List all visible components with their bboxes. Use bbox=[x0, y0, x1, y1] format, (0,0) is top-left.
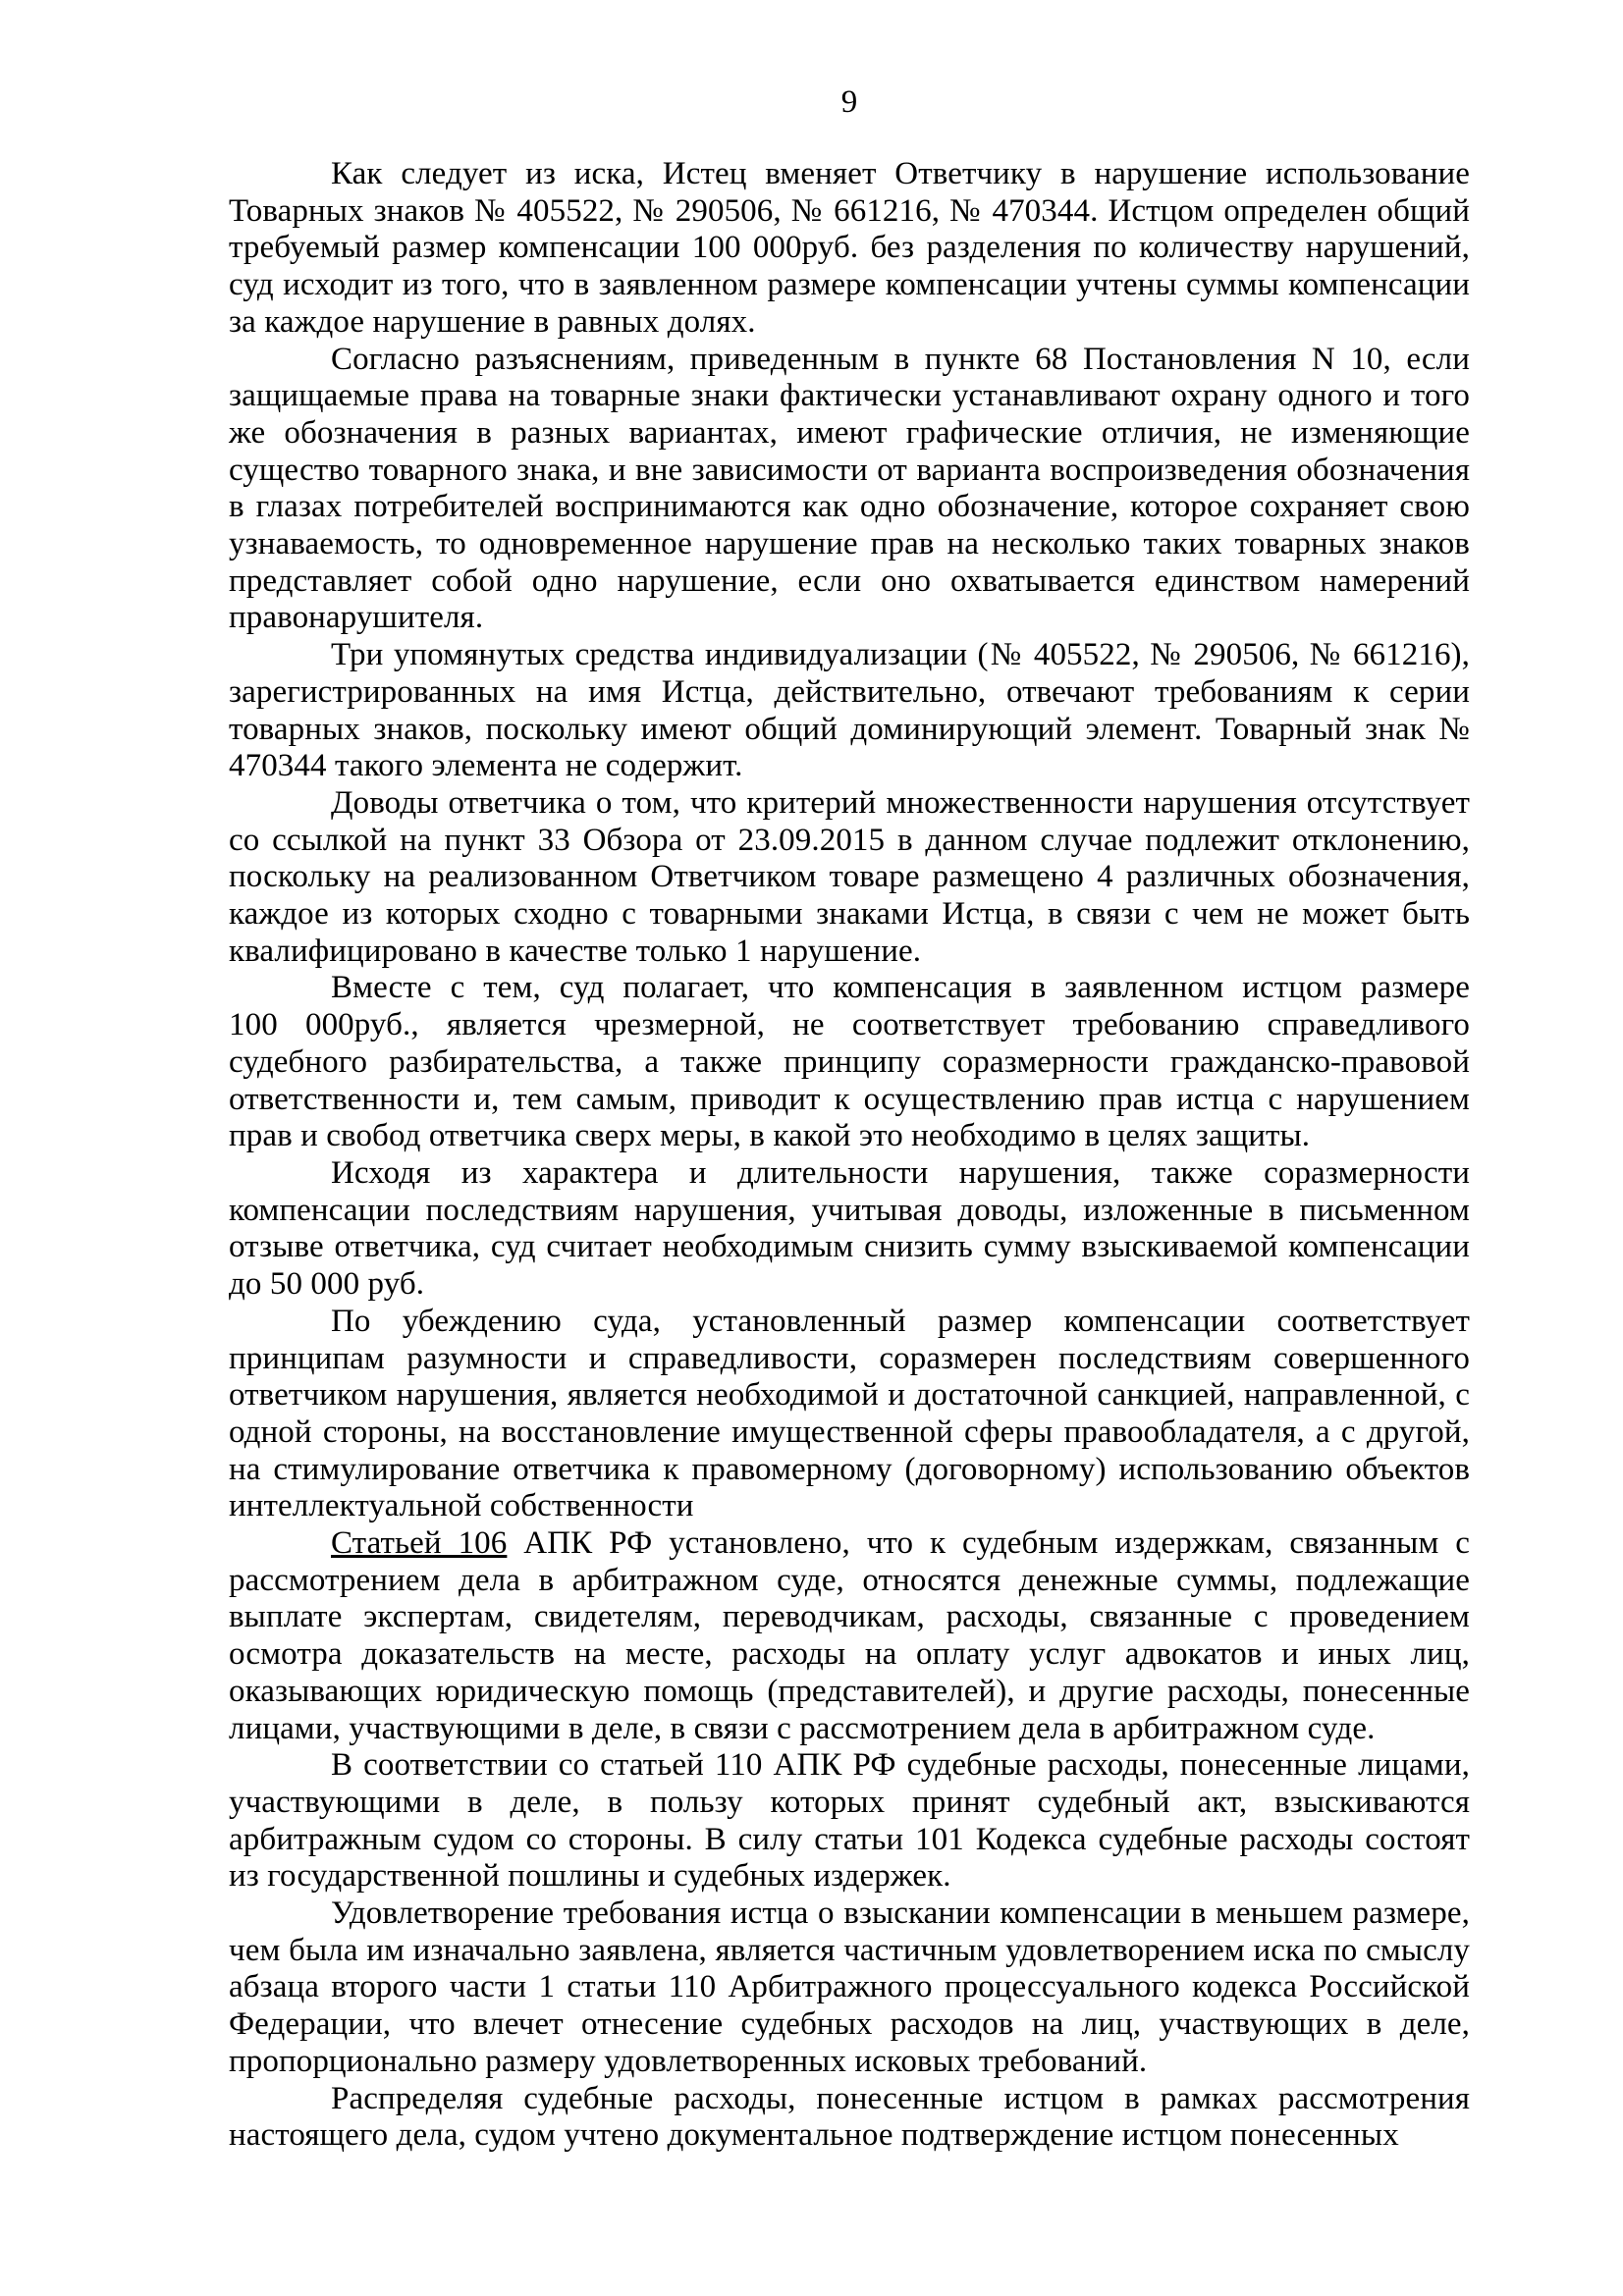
paragraph-5: Вместе с тем, суд полагает, что компенсация в заявленном истцом размере 100 000руб., является чрезмерной, не соответствует требованию справедливого судебного разбирательства, а также принципу соразмерности гражданско-правовой ответственности и, тем самым, приводит к осуществлению прав истца с нарушением прав и свобод ответчика сверх меры, в какой это необходимо в целях защиты. bbox=[229, 970, 1470, 1154]
statute-106-reference: Статьей 106 bbox=[331, 1525, 508, 1562]
document-body bbox=[229, 156, 1470, 2155]
paragraph-10: Удовлетворение требования истца о взыскании компенсации в меньшем размере, чем была им изначально заявлена, является частичным удовлетворением иска по смыслу абзаца второго части 1 статьи 110 Арбитражного процессуального кодекса Российской Федерации, что влечет отнесение судебных расходов на лиц, участвующих в деле, пропорционально размеру удовлетворенных исковых требований. bbox=[229, 1896, 1470, 2079]
paragraph-3: Три упомянутых средства индивидуализации (№ 405522, № 290506, № 661216), зарегистрированных на имя Истца, действительно, отвечают требованиям к серии товарных знаков, поскольку имеют общий доминирующий элемент. Товарный знак № 470344 такого элемента не содержит. bbox=[229, 637, 1470, 784]
paragraph-9: В соответствии со статьей 110 АПК РФ судебные расходы, понесенные лицами, участвующими в деле, в пользу которых принят судебный акт, взыскиваются арбитражным судом со стороны. В силу статьи 101 Кодекса судебные расходы состоят из государственной пошлины и судебных издержек. bbox=[229, 1747, 1470, 1895]
page-number: 9 bbox=[840, 84, 858, 120]
paragraph-1: Как следует из иска, Истец вменяет Ответчику в нарушение использование Товарных знаков № 405522, № 290506, № 661216, № 470344. Истцом определен общий требуемый размер компенсации 100 000руб. без разделения по количеству нарушений, суд исходит из того, что в заявленном размере компенсации учтены суммы компенсации за каждое нарушение в равных долях. bbox=[229, 156, 1470, 340]
paragraph-8-rest: АПК РФ установлено, что к судебным издержкам, связанным с рассмотрением дела в арбитражном суде, относятся денежные суммы, подлежащие выплате экспертам, свидетелям, переводчикам, расходы, связанные с проведением осмотра доказательств на месте, расходы на оплату услуг адвокатов и иных лиц, оказывающих юридическую помощь (представителей), и другие расходы, понесенные лицами, участвующими в деле, в связи с рассмотрением дела в арбитражном суде. bbox=[229, 1525, 1470, 1746]
paragraph-4: Доводы ответчика о том, что критерий множественности нарушения отсутствует со ссылкой на пункт 33 Обзора от 23.09.2015 в данном случае подлежит отклонению, поскольку на реализованном Ответчиком товаре размещено 4 различных обозначения, каждое из которых сходно с товарными знаками Истца, в связи с чем не может быть квалифицировано в качестве только 1 нарушение. bbox=[229, 784, 1470, 969]
paragraph-11: Распределяя судебные расходы, понесенные истцом в рамках рассмотрения настоящего дела, судом учтено документальное подтверждение истцом понесенных bbox=[229, 2080, 1470, 2154]
paragraph-8 bbox=[229, 1525, 1470, 1747]
paragraph-2: Согласно разъяснениям, приведенным в пункте 68 Постановления N 10, если защищаемые права на товарные знаки фактически устанавливают охрану одного и того же обозначения в разных вариантах, имеют графические отличия, не изменяющие существо товарного знака, и вне зависимости от варианта воспроизведения обозначения в глазах потребителей воспринимаются как одно обозначение, которое сохраняет свою узнаваемость, то одновременное нарушение прав на несколько таких товарных знаков представляет собой одно нарушение, если оно охватывается единством намерений правонарушителя. bbox=[229, 341, 1470, 636]
paragraph-7: По убеждению суда, установленный размер компенсации соответствует принципам разумности и справедливости, соразмерен последствиям совершенного ответчиком нарушения, является необходимой и достаточной санкцией, направленной, с одной стороны, на восстановление имущественной сферы правообладателя, а с другой, на стимулирование ответчика к правомерному (договорному) использованию объектов интеллектуальной собственности bbox=[229, 1303, 1470, 1524]
paragraph-6: Исходя из характера и длительности нарушения, также соразмерности компенсации последствиям нарушения, учитывая доводы, изложенные в письменном отзыве ответчика, суд считает необходимым снизить сумму взыскиваемой компенсации до 50 000 руб. bbox=[229, 1154, 1470, 1303]
